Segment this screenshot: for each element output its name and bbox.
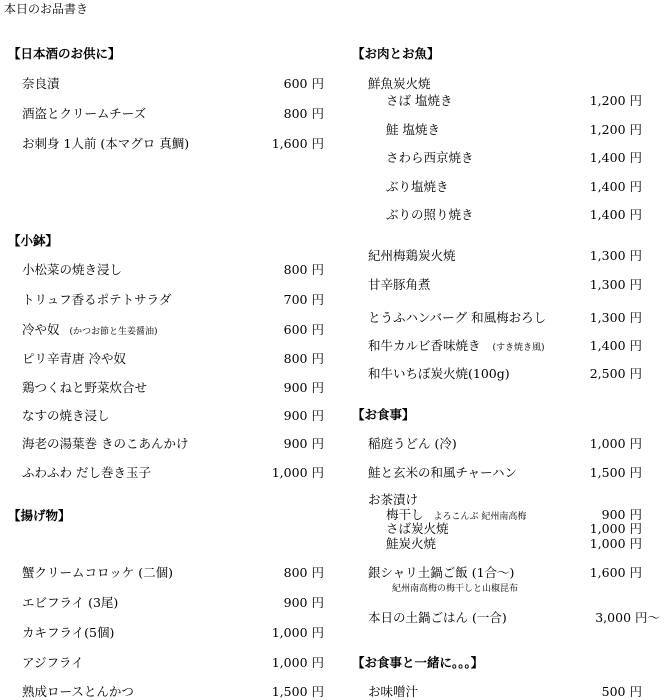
menu-item-note: 紀州南高梅の梅干しと山椒昆布 xyxy=(392,584,519,594)
menu-item-price: 800 円 xyxy=(283,565,324,580)
subsection-heading: 鮮魚炭火焼 xyxy=(368,76,431,91)
menu-item-name: 稲庭うどん (冷) xyxy=(368,436,457,451)
menu-item-name: 熟成ロースとんかつ xyxy=(22,684,134,699)
menu-item-name: 鮭 塩焼き xyxy=(386,122,440,137)
menu-item-price: 1,000 円 xyxy=(589,521,642,536)
page-title: 本日のお品書き xyxy=(4,2,89,16)
menu-item-price: 1,400 円 xyxy=(589,179,642,194)
menu-item-price: 1,000 円 xyxy=(589,436,642,451)
menu-item-note: (かつお節と生姜醤油) xyxy=(69,327,158,337)
section-heading: 【お肉とお魚】 xyxy=(352,46,440,61)
menu-item-label: 冷や奴 xyxy=(22,322,60,337)
menu-item-name: 銀シャリ土鍋ご飯 (1合〜) xyxy=(368,565,515,580)
menu-item-note: (すき焼き風) xyxy=(492,343,545,353)
menu-item-name xyxy=(368,340,545,353)
menu-item-price: 1,200 円 xyxy=(589,122,642,137)
menu-item-name: とうふハンバーグ 和風梅おろし xyxy=(368,310,547,325)
menu-item-price: 800 円 xyxy=(283,351,324,366)
menu-item-label: 和牛カルビ香味焼き xyxy=(368,338,481,353)
menu-item-price: 900 円 xyxy=(283,436,324,451)
menu-item-name: 小松菜の焼き浸し xyxy=(22,262,123,277)
menu-item-name: 鶏つくねと野菜炊合せ xyxy=(22,380,148,395)
menu-item-price: 1,500 円 xyxy=(271,684,324,699)
menu-item-price: 900 円 xyxy=(283,408,324,423)
menu-item-price: 700 円 xyxy=(283,292,324,307)
menu-item-name: 甘辛豚角煮 xyxy=(368,277,431,292)
section-heading: 【お食事と一緒に。。。】 xyxy=(352,655,484,670)
menu-item-price: 1,400 円 xyxy=(589,338,642,353)
menu-item-name: 本日の土鍋ごはん (一合) xyxy=(368,610,507,625)
menu-item-name: 鮭炭火焼 xyxy=(386,536,437,551)
menu-item-price: 900 円 xyxy=(601,507,642,522)
menu-item-price: 2,500 円 xyxy=(589,366,642,381)
menu-item-price: 500 円 xyxy=(601,684,642,699)
menu-item-note: よろこんぶ 紀州南高梅 xyxy=(433,512,527,522)
menu-item-name: トリュフ香るポテトサラダ xyxy=(22,292,172,307)
menu-item-name: 蟹クリームコロッケ (二個) xyxy=(22,565,173,580)
menu-item-price: 1,400 円 xyxy=(589,207,642,222)
menu-item-name: 紀州梅鶏炭火焼 xyxy=(368,248,456,263)
menu-item-name: ふわふわ だし巻き玉子 xyxy=(22,465,151,480)
section-heading: 【揚げ物】 xyxy=(8,508,71,523)
menu-item-name: お刺身 1人前 (本マグロ 真鯛) xyxy=(22,136,190,151)
menu-item-price: 1,300 円 xyxy=(589,248,642,263)
menu-item-price: 800 円 xyxy=(283,262,324,277)
subsection-heading: お茶漬け xyxy=(368,492,419,507)
menu-item-price: 1,500 円 xyxy=(589,465,642,480)
menu-item-price: 600 円 xyxy=(283,322,324,337)
menu-item-name: 和牛いちぼ炭火焼(100g) xyxy=(368,366,510,381)
menu-item-name: 海老の湯葉巻 きのこあんかけ xyxy=(22,436,189,451)
menu-item-name: ぶり塩焼き xyxy=(386,179,449,194)
menu-item-name: 酒盗とクリームチーズ xyxy=(22,106,147,121)
menu-item-name: さわら西京焼き xyxy=(386,150,474,165)
menu-item-price: 3,000 円〜 xyxy=(595,610,660,625)
menu-item-price: 900 円 xyxy=(283,380,324,395)
section-heading: 【小鉢】 xyxy=(8,233,59,248)
menu-item-price: 1,300 円 xyxy=(589,310,642,325)
menu-item-label: 梅干し xyxy=(386,507,424,522)
menu-item-name: ピリ辛青唐 冷や奴 xyxy=(22,351,126,366)
menu-item-name: カキフライ(5個) xyxy=(22,625,115,640)
menu-item-name: 鮭と玄米の和風チャーハン xyxy=(368,465,518,480)
menu-item-price: 900 円 xyxy=(283,595,324,610)
menu-item-name: さば 塩焼き xyxy=(386,93,453,108)
menu-item-price: 1,400 円 xyxy=(589,150,642,165)
menu-item-price: 1,000 円 xyxy=(271,465,324,480)
section-heading: 【お食事】 xyxy=(352,407,415,422)
menu-item-name: アジフライ xyxy=(22,655,84,670)
menu-item-name: エビフライ (3尾) xyxy=(22,595,119,610)
menu-item-price: 1,300 円 xyxy=(589,277,642,292)
menu-item-price: 1,200 円 xyxy=(589,93,642,108)
menu-item-price: 1,000 円 xyxy=(589,536,642,551)
menu-item-name: なすの焼き浸し xyxy=(22,408,110,423)
menu-item-price: 1,600 円 xyxy=(589,565,642,580)
menu-item-name: 奈良漬 xyxy=(22,76,60,91)
menu-item-price: 1,600 円 xyxy=(271,136,324,151)
section-heading: 【日本酒のお供に】 xyxy=(8,46,121,61)
menu-item-name: ぶりの照り焼き xyxy=(386,207,474,222)
menu-item-price: 600 円 xyxy=(283,76,324,91)
menu-item-price: 1,000 円 xyxy=(271,625,324,640)
menu-item-price: 800 円 xyxy=(283,106,324,121)
menu-item-name: お味噌汁 xyxy=(368,684,419,699)
menu-item-price: 1,000 円 xyxy=(271,655,324,670)
menu-item-name: さば炭火焼 xyxy=(386,521,449,536)
menu-item-name xyxy=(22,324,158,337)
